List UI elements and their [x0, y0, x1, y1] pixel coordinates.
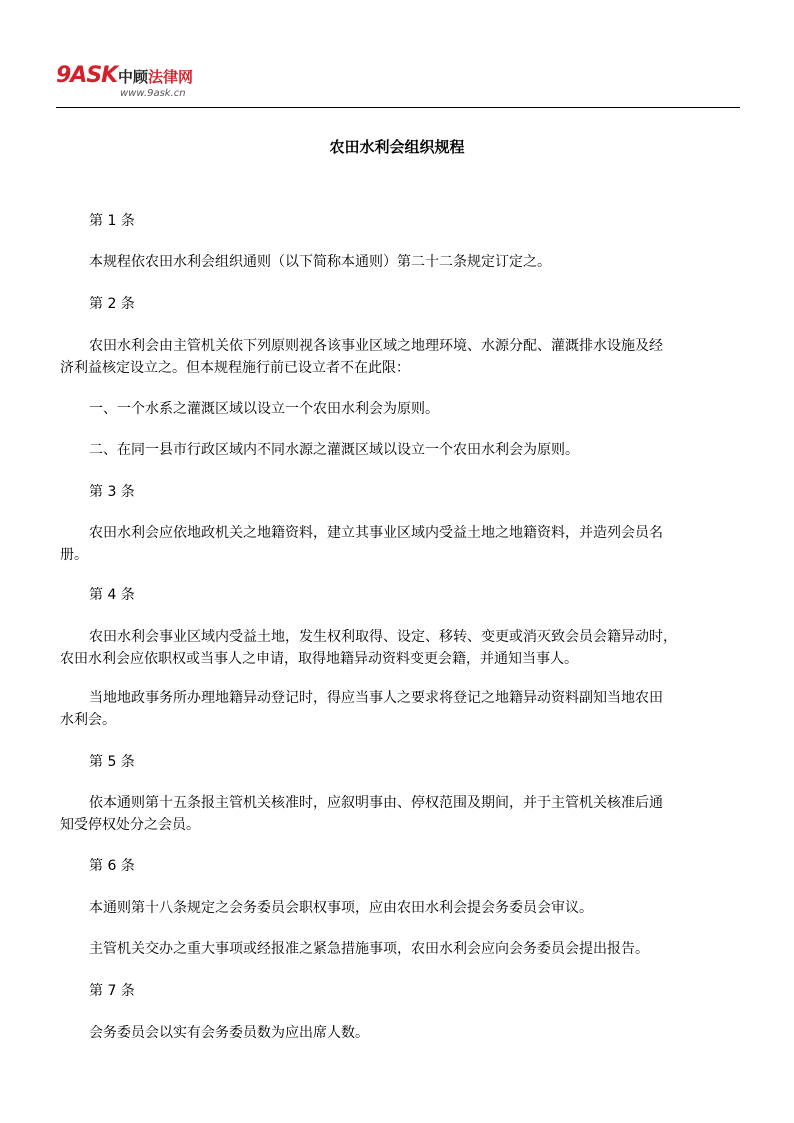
article-text	[89, 398, 749, 420]
site-logo[interactable]	[56, 64, 231, 102]
article-text	[60, 335, 749, 379]
article-text	[89, 938, 749, 960]
article-text	[60, 792, 749, 836]
para-line: 农田水利会事业区域内受益土地，发生权利取得、设定、移转、变更或消灭致会员会籍异动时，	[89, 629, 677, 645]
article-text	[60, 687, 749, 731]
article-text	[89, 1022, 749, 1044]
article-heading	[89, 584, 749, 606]
article-heading	[89, 210, 749, 232]
logo-name-law: 法律网	[148, 68, 194, 86]
header-divider	[56, 107, 740, 108]
article-text	[60, 626, 749, 670]
logo-name-cn: 中顾	[118, 68, 149, 86]
para-line-cont: 农田水利会应依职权或当事人之申请，取得地籍异动资料变更会籍，并通知当事人。	[60, 651, 578, 667]
para-line: 当地地政事务所办理地籍异动登记时，得应当事人之要求将登记之地籍异动资料副知当地农田	[89, 690, 663, 706]
para-line-cont: 水利会。	[60, 712, 116, 728]
document-title: 农田水利会组织规程	[329, 138, 465, 156]
article-heading	[89, 980, 749, 1002]
para-line: 第 6 条	[89, 858, 135, 874]
para-line: 二、在同一县市行政区域内不同水源之灌溉区域以设立一个农田水利会为原则。	[89, 442, 579, 458]
article-text	[60, 522, 749, 566]
logo-mark: 9ASK	[56, 63, 118, 88]
para-line: 农田水利会由主管机关依下列原则视各该事业区域之地理环境、水源分配、灌溉排水设施及经	[89, 338, 663, 354]
para-line: 本通则第十八条规定之会务委员会职权事项，应由农田水利会提会务委员会审议。	[89, 900, 593, 916]
article-heading	[89, 751, 749, 773]
para-line: 依本通则第十五条报主管机关核准时，应叙明事由、停权范围及期间，并于主管机关核准后通	[89, 795, 663, 811]
para-line-cont: 济利益核定设立之。但本规程施行前已设立者不在此限：	[60, 360, 410, 376]
page-header	[56, 62, 740, 108]
para-line: 第 5 条	[89, 754, 135, 770]
article-text	[89, 897, 749, 919]
article-text	[89, 439, 749, 461]
para-line: 第 2 条	[89, 296, 135, 312]
para-line: 第 4 条	[89, 587, 135, 603]
para-line: 会务委员会以实有会务委员数为应出席人数。	[89, 1025, 369, 1041]
article-heading	[89, 481, 749, 503]
para-line: 第 7 条	[89, 983, 135, 999]
article-heading	[89, 293, 749, 315]
para-line: 第 1 条	[89, 213, 135, 229]
logo-url: www.9ask.cn	[120, 88, 186, 99]
para-line: 第 3 条	[89, 484, 135, 500]
para-line-cont: 知受停权处分之会员。	[60, 817, 200, 833]
para-line: 本规程依农田水利会组织通则（以下简称本通则）第二十二条规定订定之。	[89, 254, 551, 270]
article-text	[89, 251, 749, 273]
para-line: 一、一个水系之灌溉区域以设立一个农田水利会为原则。	[89, 401, 439, 417]
para-line: 主管机关交办之重大事项或经报准之紧急措施事项，农田水利会应向会务委员会提出报告。	[89, 941, 649, 957]
para-line-cont: 册。	[60, 547, 88, 563]
para-line: 农田水利会应依地政机关之地籍资料，建立其事业区域内受益土地之地籍资料，并造列会员名	[89, 525, 663, 541]
logo-name	[118, 68, 193, 86]
article-heading	[89, 855, 749, 877]
